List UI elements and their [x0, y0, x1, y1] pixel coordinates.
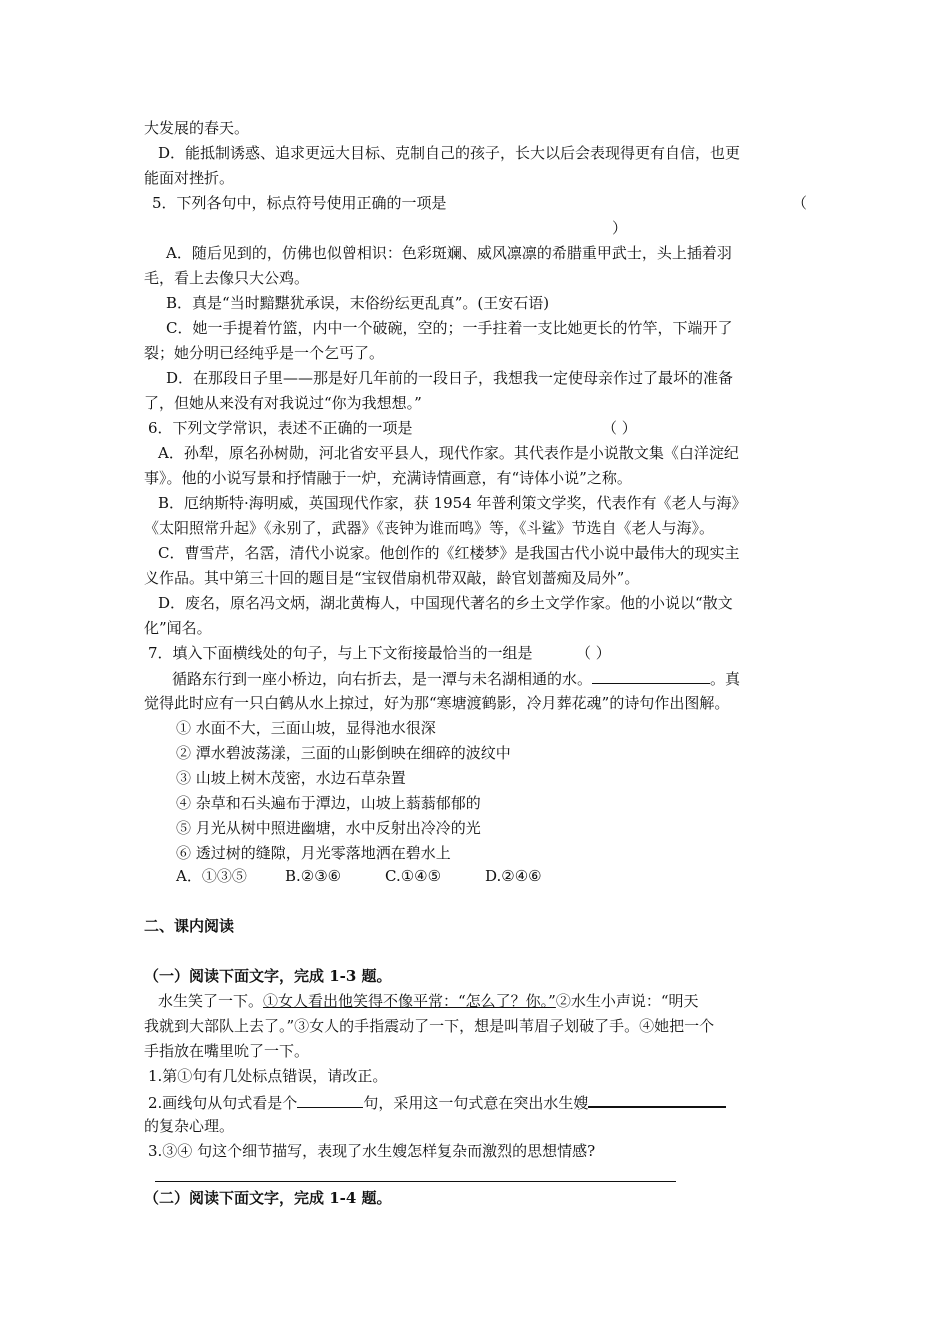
reading-part2-title: （二）阅读下面文字，完成 1-4 题。 [144, 1189, 392, 1207]
reading-underlined-sentence: ①女人看出他笑得不像平常：“怎么了？你。” [263, 992, 556, 1010]
q7-item-1: ① 水面不大，三面山坡，显得池水很深 [176, 719, 436, 737]
q5-option-a-line1: A．随后见到的，仿佛也似曾相识：色彩斑斓、威风凛凛的希腊重甲武士，头上插着羽 [166, 244, 732, 262]
reading-question-1: 1.第①句有几处标点错误，请改正。 [148, 1067, 388, 1085]
q4-option-c-tail: 大发展的春天。 [144, 119, 250, 137]
reading-passage-line3: 手指放在嘴里吮了一下。 [144, 1042, 310, 1060]
reading-question-2 [148, 1091, 726, 1113]
q7-passage-line1 [172, 668, 740, 689]
reading-q2-blank-2[interactable] [588, 1091, 726, 1108]
q6-option-b-line1: B．厄纳斯特·海明威，英国现代作家，获 1954 年普利策文学奖，代表作有《老人与海》 [158, 494, 747, 512]
q5-stem: 5．下列各句中，标点符号使用正确的一项是 [152, 194, 447, 212]
answer-line[interactable] [155, 1181, 676, 1182]
reading-passage-line2: 我就到大部队上去了。”③女人的手指震动了一下，想是叫苇眉子划破了手。④她把一个 [144, 1017, 715, 1035]
q6-option-b-line2: 《太阳照常升起》《永别了，武器》《丧钟为谁而鸣》等，《斗鲨》节选自《老人与海》。 [144, 519, 715, 537]
reading-passage-line1 [158, 991, 699, 1011]
q7-option-b: B.②③⑥ [285, 867, 342, 885]
reading-part1-title: （一）阅读下面文字，完成 1-3 题。 [144, 967, 392, 985]
reading-question-2-tail: 的复杂心理。 [144, 1117, 235, 1135]
q7-item-3: ③ 山坡上树木茂密，水边石草杂置 [176, 769, 406, 787]
section-title: 二、课内阅读 [144, 917, 235, 935]
q6-option-c-line1: C．曹雪芹，名霑，清代小说家。他创作的《红楼梦》是我国古代小说中最伟大的现实主 [158, 544, 740, 562]
q4-option-d-line2: 能面对挫折。 [144, 169, 235, 187]
reading-q2-text-b: 句，采用这一句式意在突出水生嫂 [363, 1094, 589, 1112]
q5-option-b: B．真是“当时黯黮犹承误，末俗纷纭更乱真”。(王安石语) [166, 294, 550, 312]
reading-question-3: 3.③④ 句这个细节描写，表现了水生嫂怎样复杂而激烈的思想情感? [148, 1142, 596, 1160]
q7-option-c: C.①④⑤ [385, 867, 442, 885]
q6-answer-paren: （ ） [602, 419, 637, 437]
q5-option-a-line2: 毛，看上去像只大公鸡。 [144, 269, 310, 287]
q5-option-c-line1: C．她一手提着竹篮，内中一个破碗，空的；一手拄着一支比她更长的竹竿，下端开了 [166, 319, 733, 337]
q7-option-a: A．①③⑤ [176, 867, 247, 885]
q6-option-a-line1: A．孙犁，原名孙树勋，河北省安平县人，现代作家。其代表作是小说散文集《白洋淀纪 [158, 444, 739, 462]
q7-stem: 7．填入下面横线处的句子，与上下文衔接最恰当的一组是 [148, 644, 533, 662]
q7-passage-line2: 觉得此时应有一只白鹤从水上掠过，好为那“寒塘渡鹤影，冷月葬花魂”的诗句作出图解。 [144, 694, 730, 712]
reading-q2-blank-1[interactable] [297, 1092, 363, 1108]
q7-item-5: ⑤ 月光从树中照进幽塘，水中反射出冷冷的光 [176, 819, 481, 837]
q6-stem: 6．下列文学常识，表述不正确的一项是 [148, 419, 413, 437]
q7-item-4: ④ 杂草和石头遍布于潭边，山坡上蓊蓊郁郁的 [176, 794, 481, 812]
q5-paren-open: （ [792, 194, 808, 212]
reading-text-a: 水生笑了一下。 [158, 992, 264, 1010]
reading-q2-text-a: 2.画线句从句式看是个 [148, 1094, 298, 1112]
q7-item-2: ② 潭水碧波荡漾，三面的山影倒映在细碎的波纹中 [176, 744, 511, 762]
q6-option-a-line2: 事》。他的小说写景和抒情融于一炉，充满诗情画意，有“诗体小说”之称。 [144, 469, 632, 487]
q6-option-d-line1: D．废名，原名冯文炳，湖北黄梅人，中国现代著名的乡土文学作家。他的小说以“散文 [158, 594, 733, 612]
q7-passage-text: 循路东行到一座小桥边，向右折去，是一潭与未名湖相通的水。 [172, 670, 593, 688]
q5-paren-close: ） [612, 219, 628, 237]
q4-option-d-line1: D．能抵制诱惑、追求更远大目标、克制自己的孩子，长大以后会表现得更有自信，也更 [158, 144, 741, 162]
q5-option-d-line2: 了，但她从来没有对我说过“你为我想想。” [144, 394, 422, 412]
q7-fill-blank[interactable] [592, 668, 710, 684]
q7-answer-paren: （ ） [576, 644, 611, 662]
q7-item-6: ⑥ 透过树的缝隙，月光零落地洒在碧水上 [176, 844, 451, 862]
q5-option-d-line1: D．在那段日子里——那是好几年前的一段日子，我想我一定使母亲作过了最坏的准备 [166, 369, 734, 387]
q6-option-d-line2: 化”闻名。 [144, 619, 212, 637]
q7-passage-tail: 。真 [710, 670, 741, 688]
reading-text-b: ②水生小声说：“明天 [555, 992, 699, 1010]
q5-option-c-line2: 裂；她分明已经纯乎是一个乞丐了。 [144, 344, 385, 362]
q6-option-c-line2: 义作品。其中第三十回的题目是“宝钗借扇机带双敲，龄官划蔷痴及局外”。 [144, 569, 640, 587]
q7-option-d: D.②④⑥ [485, 867, 542, 885]
